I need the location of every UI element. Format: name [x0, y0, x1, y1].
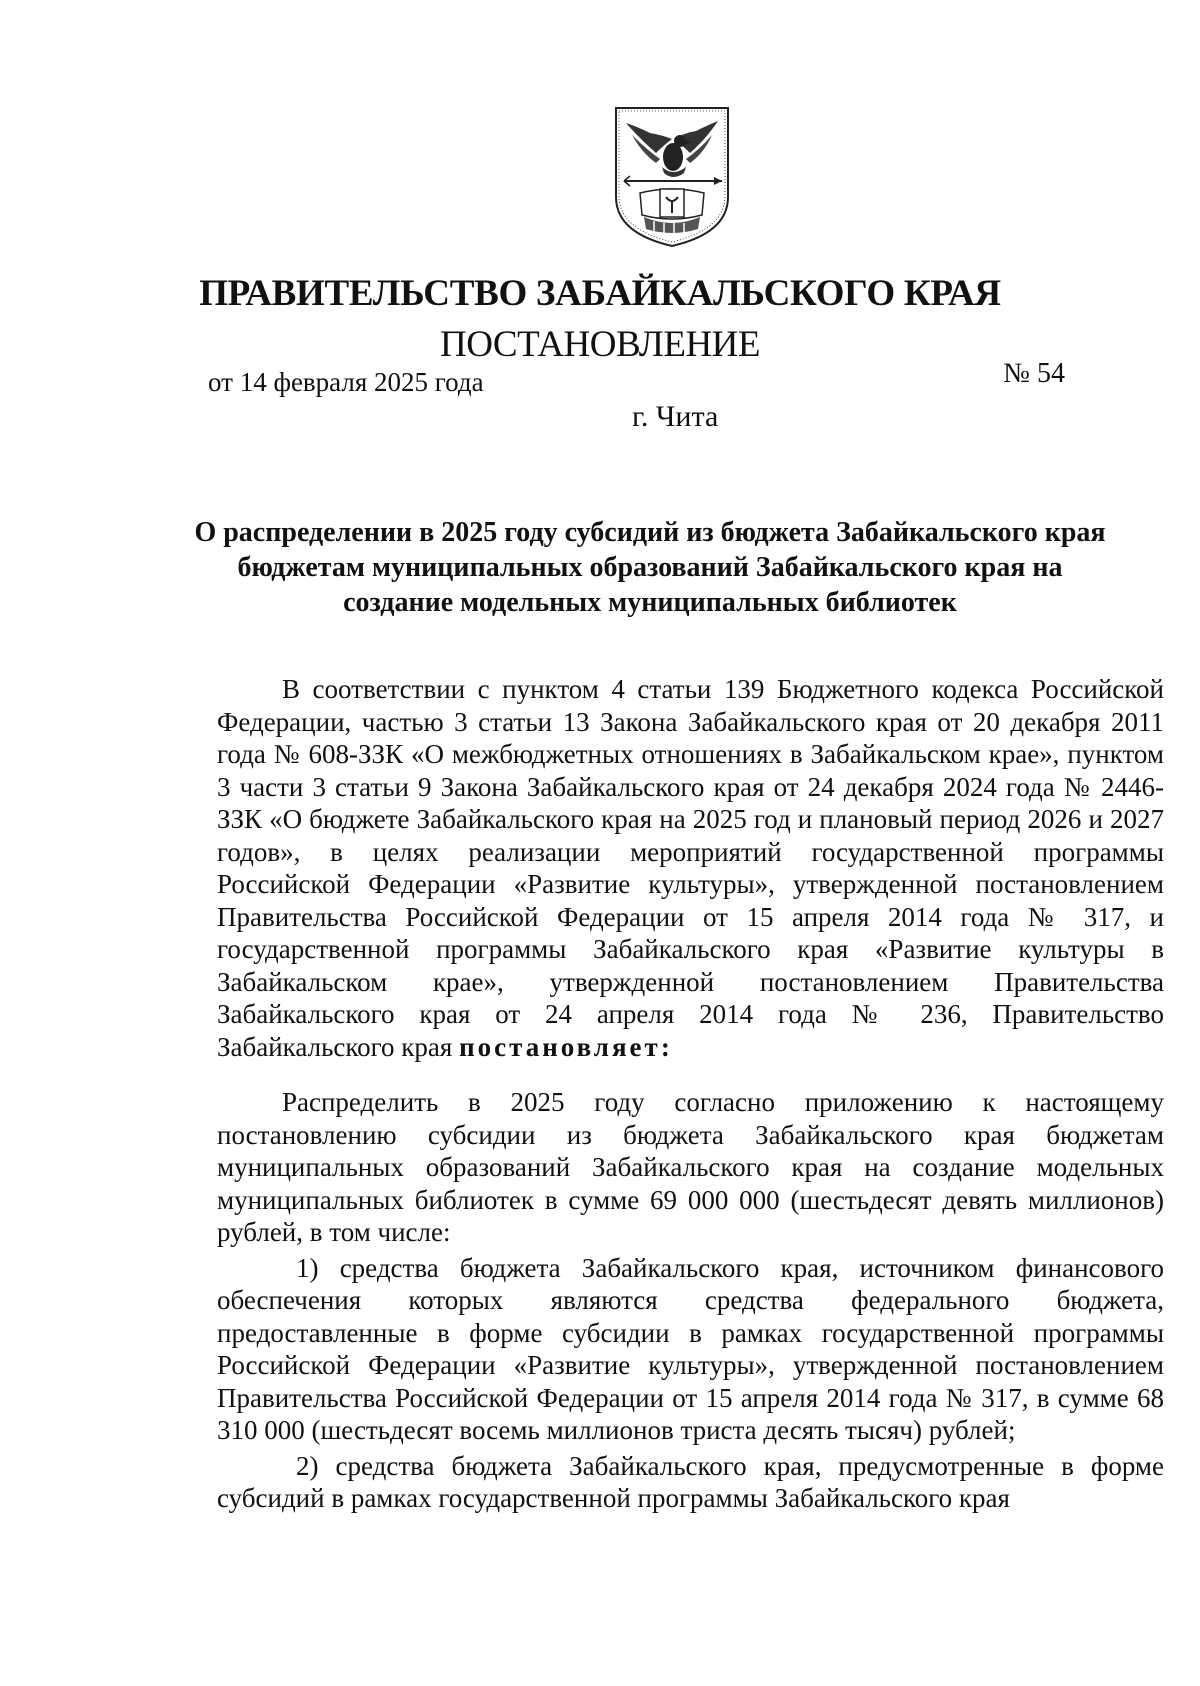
intro-text: В соответствии с пунктом 4 статьи 139 Бюджетного кодекса Российской Федерации, частью 3 статьи 13 Закона Забайкальского края от 20 декабря 2011 года № 608-ЗЗК «О межбюджетных отношениях в Забайкальском крае», пунктом 3 части 3 статьи 9 Закона Забайкальского края от 24 декабря 2024 года № 2446-ЗЗК «О бюджете Забайкальского края на 2025 год и плановый период 2026 и 2027 годов», в целях реализации мероприятий государственной программы Российской Федерации «Развитие культуры», утвержденной постановлением Правительства Российской Федерации от 15 апреля 2014 года № 317, и государственной программы Забайкальского края «Развитие культуры в Забайкальском крае», утвержденной постановлением Правительства Забайкальского края от 24 апреля 2014 года № 236, Правительство Забайкальского края: [217, 674, 1164, 1062]
resolves-word: постановляет: [459, 1031, 661, 1062]
list-item-1: 1) средства бюджета Забайкальского края, источником финансового обеспечения которых являются средства федерального бюджета, предоставленные в форме субсидии в рамках государственной программы Российской Федерации «Развитие культуры», утвержденной постановлением Правительства Российской Федерации от 15 апреля 2014 года № 317, в сумме 68 310 000 (шестьдесят восемь миллионов триста десять тысяч) рублей;: [217, 1252, 1164, 1445]
distribution-paragraph: Распределить в 2025 году согласно приложению к настоящему постановлению субсидии из бюджета Забайкальского края бюджетам муниципальных образований Забайкальского края на создание модельных муниципальных библиотек в сумме 69 000 000 (шестьдесят девять миллионов) рублей, в том числе:: [217, 1087, 1164, 1247]
document-number: № 54: [1003, 358, 1065, 389]
document-date: от 14 февраля 2025 года: [208, 367, 484, 397]
document-type: ПОСТАНОВЛЕНИЕ: [440, 324, 760, 365]
list-item-2: 2) средства бюджета Забайкальского края, предусмотренные в форме субсидий в рамках государственной программы Забайкальского края: [217, 1450, 1164, 1513]
government-name: ПРАВИТЕЛЬСТВО ЗАБАЙКАЛЬСКОГО КРАЯ: [199, 273, 1001, 314]
document-city: г. Чита: [632, 400, 719, 433]
resolves-colon: :: [660, 1031, 673, 1062]
document-title: О распределении в 2025 году субсидий из бюджета Забайкальского края бюджетам муниципальных образований Забайкальского края на создание модельных муниципальных библиотек: [194, 517, 1106, 618]
document-body: [217, 673, 1164, 1515]
zabaikalsky-krai-coat-of-arms-icon: [610, 105, 734, 249]
intro-paragraph: [217, 673, 1164, 1063]
